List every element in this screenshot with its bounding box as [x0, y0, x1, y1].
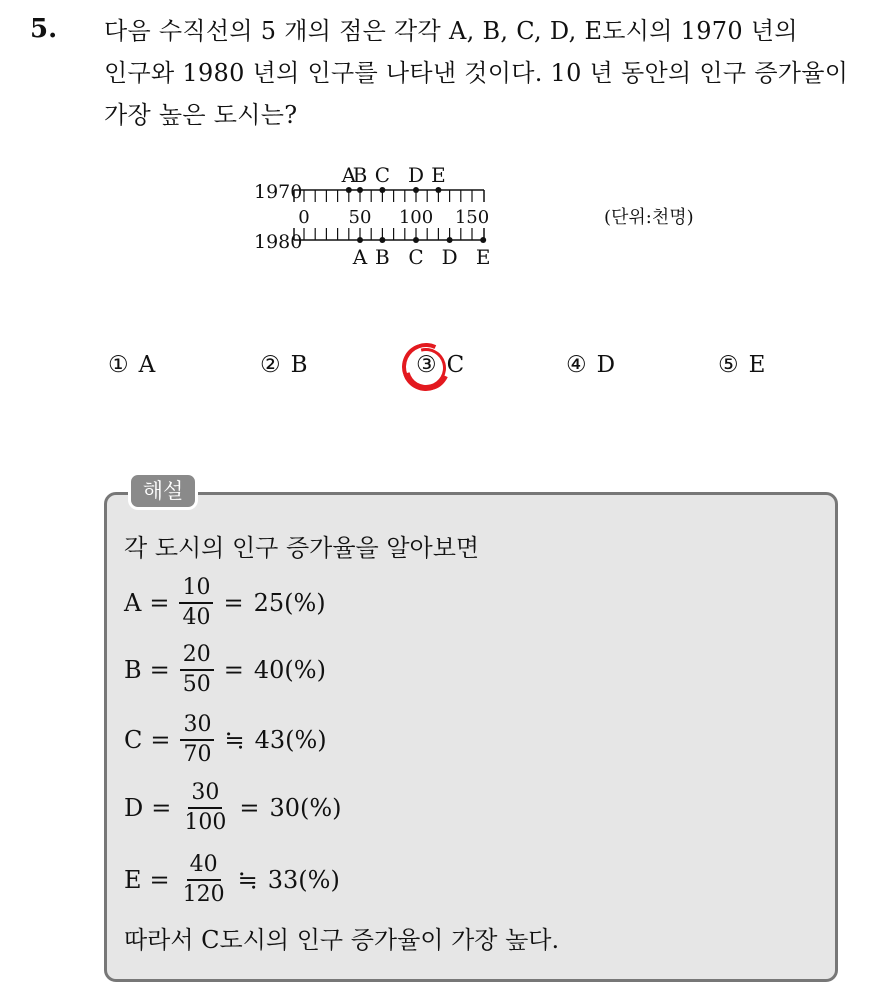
equation-a: A = $\frac{10}{40}$ = 25(%) — [124, 575, 326, 630]
unit-label: (단위:천명) — [604, 207, 694, 228]
choice-4-number: ④ — [566, 352, 587, 378]
point-1980-d — [447, 237, 453, 243]
point-1970-d — [413, 187, 419, 193]
choice-1-number: ① — [108, 352, 129, 378]
points-1970 — [341, 163, 446, 193]
point-1970-label: D — [407, 163, 425, 187]
equation-c-operator: ≒ — [224, 726, 245, 754]
point-1970-label: B — [352, 163, 368, 187]
equation-b: B = $\frac{20}{50}$ = 40(%) — [124, 642, 326, 697]
tick-label: 50 — [348, 207, 372, 228]
equation-d: D = $\frac{30}{100}$ = 30(%) — [124, 780, 342, 835]
choice-1[interactable] — [108, 352, 155, 378]
tick-labels — [298, 207, 489, 228]
equation-b-denominator: 50 — [182, 672, 211, 697]
equation-a-fraction — [179, 574, 213, 632]
year-1980-label: 1980 — [254, 231, 303, 253]
line-1980 — [294, 228, 484, 240]
choice-2-label: B — [290, 352, 308, 378]
equation-c-city: C — [124, 726, 143, 754]
solution-tag: 해설 — [128, 472, 198, 510]
point-1980-label: B — [375, 245, 390, 269]
equation-e-numerator: 40 — [187, 851, 221, 881]
equation-b-result: 40(%) — [253, 656, 326, 684]
point-1970-label: A — [341, 163, 357, 187]
tick-label: 150 — [454, 207, 490, 228]
choice-3[interactable] — [416, 352, 464, 378]
tick-label: 100 — [398, 207, 434, 228]
choice-5[interactable] — [718, 352, 765, 378]
point-1980-e — [480, 237, 486, 243]
answer-choices — [108, 352, 808, 396]
point-1970-b — [357, 187, 363, 193]
equation-d-denominator: 100 — [184, 810, 227, 835]
point-1970-e — [435, 187, 441, 193]
equation-c-fraction — [180, 711, 214, 769]
choice-3-number: ③ — [416, 352, 437, 378]
point-1970-label: E — [431, 163, 446, 187]
solution-conclusion: 따라서 C도시의 인구 증가율이 가장 높다. — [124, 926, 560, 954]
point-1980-label: A — [352, 245, 368, 269]
line-1970 — [294, 190, 484, 202]
equation-c-numerator: 30 — [180, 711, 214, 741]
choice-4[interactable] — [566, 352, 615, 378]
point-1980-c — [413, 237, 419, 243]
equation-d-fraction — [181, 779, 229, 837]
equation-c: C = $\frac{30}{70}$ ≒ 43(%) — [124, 712, 327, 767]
question-line-2: 인구와 1980 년의 인구를 나타낸 것이다. 10 년 동안의 인구 증가율이 — [104, 59, 849, 87]
equation-d-city: D — [124, 794, 144, 822]
equation-a-operator: = — [223, 589, 244, 617]
equation-b-city: B — [124, 656, 142, 684]
equation-c-denominator: 70 — [183, 742, 212, 767]
point-1980-b — [379, 237, 385, 243]
question-line-3: 가장 높은 도시는? — [104, 101, 298, 129]
choice-3-label: C — [446, 352, 465, 378]
year-1970-label: 1970 — [254, 181, 303, 203]
answer-mark-circle-inner — [399, 341, 454, 396]
choice-5-number: ⑤ — [718, 352, 739, 378]
point-1970-c — [379, 187, 385, 193]
point-1980-label: C — [408, 245, 424, 269]
equation-a-result: 25(%) — [253, 589, 326, 617]
equation-a-numerator: 10 — [179, 574, 213, 604]
choice-5-label: E — [748, 352, 766, 378]
equation-e-denominator: 120 — [182, 882, 225, 907]
point-1980-a — [357, 237, 363, 243]
equation-b-numerator: 20 — [180, 641, 214, 671]
choice-1-label: A — [138, 352, 156, 378]
tick-label: 0 — [298, 207, 310, 228]
point-1980-label: E — [475, 245, 491, 269]
equation-a-denominator: 40 — [182, 605, 211, 630]
choice-4-label: D — [596, 352, 616, 378]
equation-b-operator: = — [223, 656, 244, 684]
equation-e-operator: ≒ — [237, 866, 258, 894]
number-line-figure — [0, 0, 884, 300]
points-1980 — [352, 237, 491, 269]
equation-d-result: 30(%) — [269, 794, 342, 822]
point-1970-label: C — [374, 163, 391, 187]
choice-2-number: ② — [260, 352, 281, 378]
question-number: 5. — [30, 14, 58, 44]
equation-d-operator: = — [239, 794, 260, 822]
equation-e-result: 33(%) — [267, 866, 340, 894]
point-1970-a — [346, 187, 352, 193]
equation-b-fraction — [180, 641, 214, 699]
point-1980-label: D — [441, 245, 458, 269]
choice-2[interactable] — [260, 352, 308, 378]
equation-e: E = $\frac{40}{120}$ ≒ 33(%) — [124, 852, 340, 907]
equation-e-city: E — [124, 866, 142, 894]
equation-e-fraction — [180, 851, 228, 909]
equation-d-numerator: 30 — [188, 779, 222, 809]
solution-intro: 각 도시의 인구 증가율을 알아보면 — [124, 534, 480, 562]
question-line-1: 다음 수직선의 5 개의 점은 각각 A, B, C, D, E도시의 1970 년의 — [104, 17, 798, 45]
equation-a-city: A — [124, 589, 142, 617]
equation-c-result: 43(%) — [254, 726, 327, 754]
